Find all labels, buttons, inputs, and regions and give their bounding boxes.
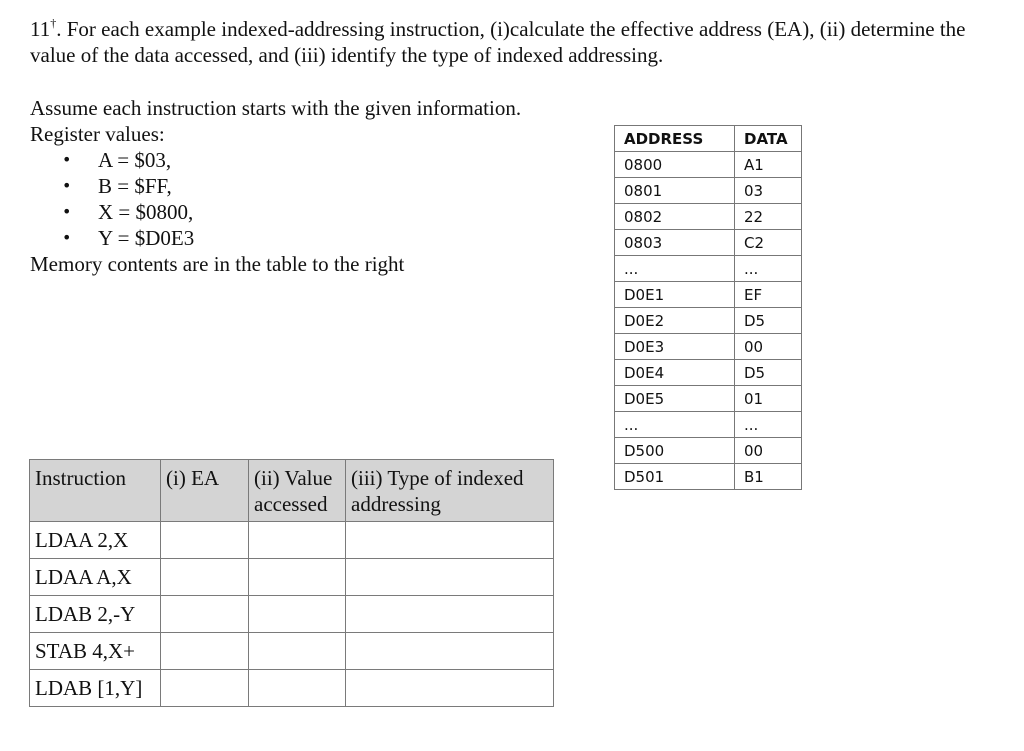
register-item: • A = $03, [62,148,172,172]
memory-row [615,464,802,490]
type-cell[interactable] [346,596,554,633]
memory-table [614,125,802,490]
ea-cell[interactable] [161,670,249,707]
instruction-cell: LDAA 2,X [30,522,161,559]
register-item: • Y = $D0E3 [62,226,195,250]
bullet-icon: • [62,228,72,247]
address-cell: D0E1 [615,282,735,308]
data-header: DATA [735,126,802,152]
answer-table [29,459,554,707]
dagger-mark: † [50,16,57,30]
answer-row [30,596,554,633]
answer-row [30,522,554,559]
address-cell: D0E3 [615,334,735,360]
value-cell[interactable] [249,670,346,707]
ea-cell[interactable] [161,559,249,596]
data-cell: 00 [735,438,802,464]
address-cell: D0E5 [615,386,735,412]
ea-cell[interactable] [161,633,249,670]
data-cell: C2 [735,230,802,256]
instruction-cell: STAB 4,X+ [30,633,161,670]
address-cell: ... [615,256,735,282]
memory-row [615,308,802,334]
value-cell[interactable] [249,522,346,559]
value-cell[interactable] [249,633,346,670]
data-cell: 00 [735,334,802,360]
address-cell: 0803 [615,230,735,256]
memory-row [615,386,802,412]
address-cell: 0801 [615,178,735,204]
assume-intro: Assume each instruction starts with the given information. [30,96,522,120]
data-cell: B1 [735,464,802,490]
answer-row [30,559,554,596]
memory-row [615,334,802,360]
question-number: 11 [30,17,51,41]
data-cell: ... [735,256,802,282]
memory-row [615,412,802,438]
answer-row [30,633,554,670]
address-header: ADDRESS [615,126,735,152]
address-cell: ... [615,412,735,438]
memory-row [615,438,802,464]
memory-row [615,204,802,230]
data-cell: EF [735,282,802,308]
type-cell[interactable] [346,670,554,707]
address-cell: 0802 [615,204,735,230]
memory-row [615,152,802,178]
memory-row [615,178,802,204]
memory-row [615,360,802,386]
registers-heading: Register values: [30,122,165,146]
type-cell[interactable] [346,522,554,559]
address-cell: D0E2 [615,308,735,334]
register-list [30,147,521,251]
instruction-cell: LDAB 2,-Y [30,596,161,633]
address-cell: D500 [615,438,735,464]
bullet-icon: • [62,202,72,221]
memory-note: Memory contents are in the table to the right [30,252,405,276]
memory-row [615,230,802,256]
instruction-cell: LDAB [1,Y] [30,670,161,707]
ea-cell[interactable] [161,596,249,633]
value-header: (ii) Value accessed [249,460,346,522]
address-cell: 0800 [615,152,735,178]
type-cell[interactable] [346,633,554,670]
instruction-header: Instruction [30,460,161,522]
register-item: • B = $FF, [62,174,172,198]
ea-header: (i) EA [161,460,249,522]
data-cell: 03 [735,178,802,204]
type-cell[interactable] [346,559,554,596]
data-cell: A1 [735,152,802,178]
assumptions [30,95,521,277]
address-cell: D0E4 [615,360,735,386]
memory-header-row [615,126,802,152]
question-body: . For each example indexed-addressing instruction, (i)calculate the effective address (EA), (ii) determine the value of the data accessed, and (iii) identify the type of indexed addressing. [30,17,966,67]
memory-row [615,282,802,308]
data-cell: D5 [735,308,802,334]
data-cell: ... [735,412,802,438]
bullet-icon: • [62,150,72,169]
data-cell: 22 [735,204,802,230]
data-cell: D5 [735,360,802,386]
instruction-cell: LDAA A,X [30,559,161,596]
ea-cell[interactable] [161,522,249,559]
data-cell: 01 [735,386,802,412]
question-text [30,16,990,68]
bullet-icon: • [62,176,72,195]
address-cell: D501 [615,464,735,490]
memory-row [615,256,802,282]
type-header: (iii) Type of indexed addressing [346,460,554,522]
answer-header-row [30,460,554,522]
register-item: • X = $0800, [62,200,194,224]
value-cell[interactable] [249,596,346,633]
answer-row [30,670,554,707]
value-cell[interactable] [249,559,346,596]
